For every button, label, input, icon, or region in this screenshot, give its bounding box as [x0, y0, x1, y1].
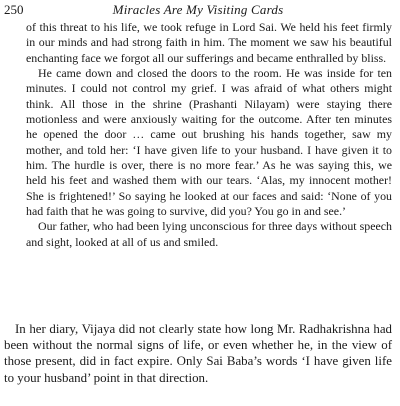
body-text [4, 321, 392, 386]
book-title: Miracles Are My Visiting Cards [112, 2, 284, 17]
page-number: 250 [4, 2, 24, 17]
quote-paragraph: He came down and closed the doors to the room. He was inside for ten minutes. I could not control my grief. I was afraid of what others might think. All those in the shrine (Prashanti Nilayam) were staying there motionless and were anxiously waiting for the outcome. After ten minutes he opened the door … came out brushing his hands together, saw my mother, and told her: ‘I have given life to your husband. I have given it to him. The hurdle is over, there is no more fear.’ As he was saying this, we held his feet and washed them with our tears. ‘Alas, my innocent mother! She is frightened!’ So saying he looked at our faces and said: ‘None of you had faith that he was going to survive, did you? You go in and see.’ [26, 66, 392, 219]
body-paragraph: In her diary, Vijaya did not clearly state how long Mr. Radhakrishna had been without the normal signs of life, or even whether he, in the view of those present, did in fact expire. Only Sai Baba’s words ‘I have given life to your husband’ point in that direction. [4, 322, 392, 385]
quote-paragraph: Our father, who had been lying unconscious for three days without speech and sight, looked at all of us and smiled. [26, 219, 392, 249]
quote-paragraph: of this threat to his life, we took refuge in Lord Sai. We held his feet firmly in our minds and had strong faith in him. The moment we saw his beautiful enchanting face we forgot all our sufferings and became enthralled by bliss. [26, 20, 392, 65]
quoted-diary-excerpt [26, 20, 392, 250]
running-head [4, 1, 392, 19]
